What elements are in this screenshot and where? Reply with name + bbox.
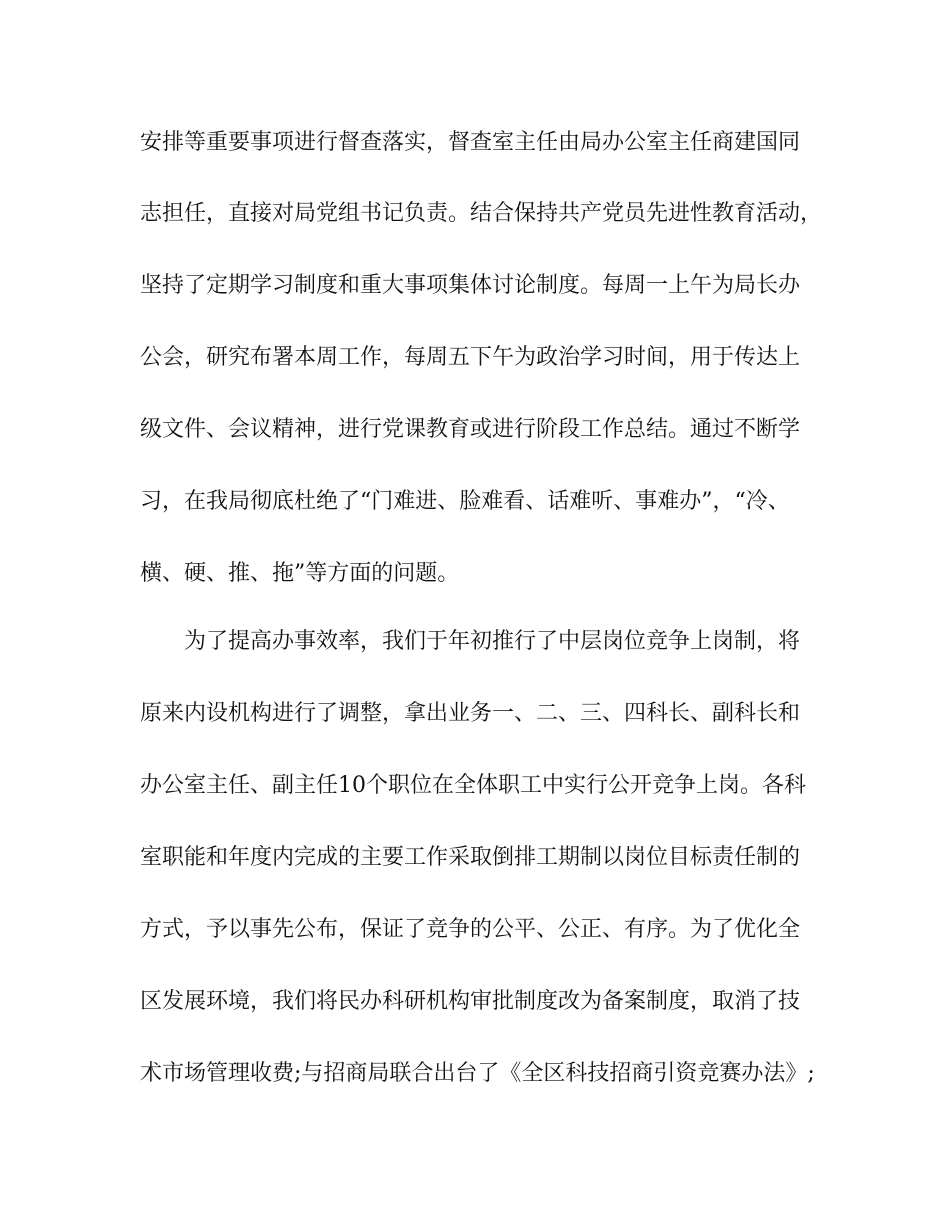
text-line-4: 公会，研究布署本周工作，每周五下午为政治学习时间，用于传达上 xyxy=(140,345,801,370)
text-line-12: 方式，予以事先公布，保证了竞争的公平、公正、有序。为了优化全 xyxy=(140,917,801,942)
text-line-5: 级文件、会议精神，进行党课教育或进行阶段工作总结。通过不断学 xyxy=(140,417,801,442)
text-line-13: 区发展环境，我们将民办科研机构审批制度改为备案制度，取消了技 xyxy=(140,989,801,1014)
text-line-2: 志担任，直接对局党组书记负责。结合保持共产党员先进性教育活动， xyxy=(140,201,823,226)
text-line-10: 办公室主任、副主任10个职位在全体职工中实行公开竞争上岗。各科 xyxy=(140,773,806,798)
text-line-14: 术市场管理收费;与招商局联合出台了《全区科技招商引资竞赛办法》; xyxy=(140,1061,815,1086)
text-line-1: 安排等重要事项进行督查落实，督查室主任由局办公室主任商建国同 xyxy=(140,130,801,155)
text-line-9: 原来内设机构进行了调整，拿出业务一、二、三、四科长、副科长和 xyxy=(140,701,801,726)
text-line-3: 坚持了定期学习制度和重大事项集体讨论制度。每周一上午为局长办 xyxy=(140,273,801,298)
text-line-6: 习，在我局彻底杜绝了“门难进、脸难看、话难听、事难办”，“冷、 xyxy=(140,489,790,514)
text-line-11: 室职能和年度内完成的主要工作采取倒排工期制以岗位目标责任制的 xyxy=(140,845,801,870)
text-line-7: 横、硬、推、拖”等方面的问题。 xyxy=(140,561,460,586)
text-line-8: 为了提高办事效率，我们于年初推行了中层岗位竞争上岗制，将 xyxy=(184,629,801,654)
